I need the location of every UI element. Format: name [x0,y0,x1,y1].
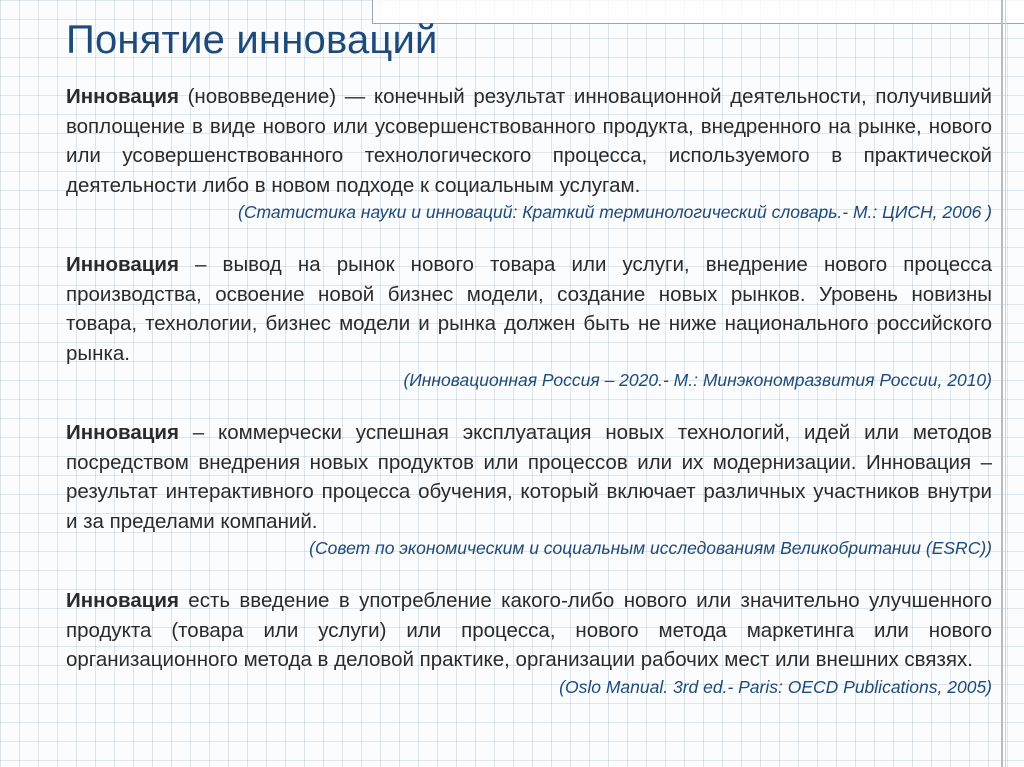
definition-block-2 [66,250,992,392]
definition-source-2: (Инновационная Россия – 2020.- М.: Минэкономразвития России, 2010) [403,370,992,390]
definition-source-3: (Совет по экономическим и социальным исследованиям Великобритании (ESRC)) [309,538,992,558]
definition-block-4 [66,586,992,699]
page-title: Понятие инноваций [66,18,438,62]
definition-text-2 [66,250,992,368]
definition-body: – коммерчески успешная эксплуатация новых технологий, идей или методов посредством внедрения новых продуктов или процессов или их модернизации. Инновация – результат интерактивного процесса обучения, который включает различных участников внутри и за пределами компаний. [66,421,992,533]
definition-text-3 [66,418,992,536]
definition-term: Инновация [66,85,179,108]
decorative-header-box [372,0,1024,24]
definition-term: Инновация [66,421,179,444]
decorative-vertical-line-thin [1005,0,1006,767]
definition-source-4: (Oslo Manual. 3rd ed.- Paris: OECD Publications, 2005) [559,676,992,697]
definition-term: Инновация [66,253,179,276]
definition-source-1: (Статистика науки и инноваций: Краткий терминологический словарь.- М.: ЦИСН, 2006 ) [238,202,992,222]
definition-body: (нововведение) — конечный результат инновационной деятельности, получивший воплощение в виде нового или усовершенствованного продукта, внедренного на рынке, нового или усовершенствованного технологического процесса, используемого в практической деятельности либо в новом подходе к социальным услугам. [66,85,992,197]
definitions-list [66,82,992,725]
definition-term: Инновация [66,589,179,612]
definition-block-3 [66,418,992,560]
decorative-vertical-line [1001,0,1003,767]
definition-body: – вывод на рынок нового товара или услуги, внедрение нового процесса производства, освоение новой бизнес модели, создание новых рынков. Уровень новизны товара, технологии, бизнес модели и рынка должен быть не ниже национального российского рынка. [66,253,992,365]
definition-text-1 [66,82,992,200]
definition-body: есть введение в употребление какого-либо нового или значительно улучшенного продукта (товара или услуги) или процесса, нового метода маркетинга или нового организационного метода в деловой практике, организации рабочих мест или внешних связях. [66,589,992,671]
definition-block-1 [66,82,992,224]
definition-text-4 [66,586,992,675]
